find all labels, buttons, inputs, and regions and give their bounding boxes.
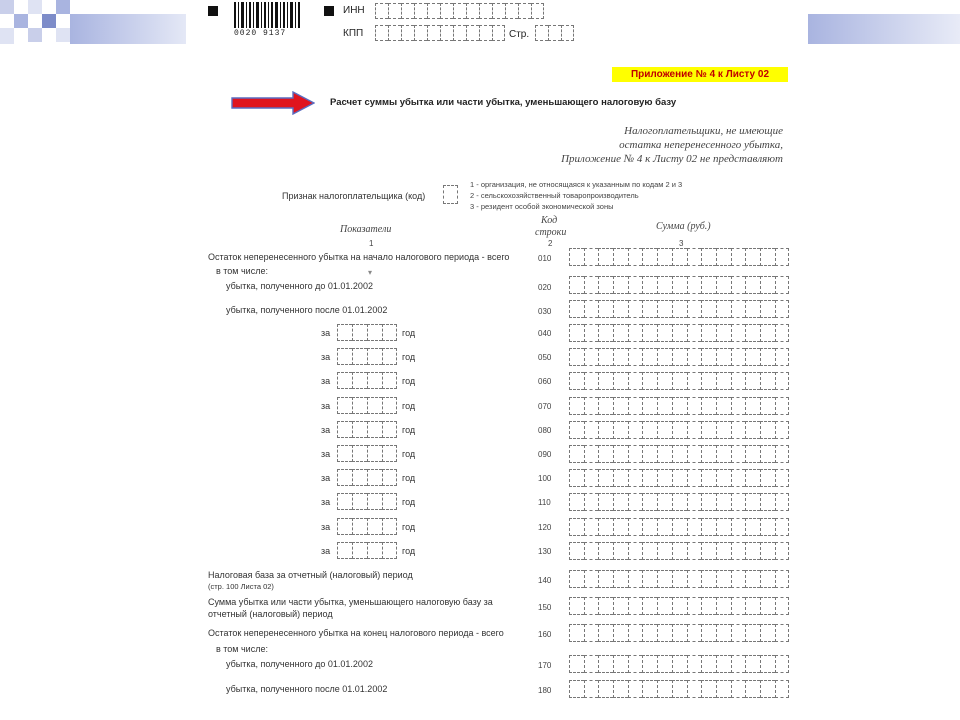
year-row-za-label: за xyxy=(321,352,331,362)
year-row-za-label: за xyxy=(321,425,331,435)
row-code: 030 xyxy=(538,307,552,316)
year-field-060[interactable] xyxy=(337,372,397,389)
sum-field-170[interactable] xyxy=(569,655,789,673)
taxpayer-sign-label: Признак налогоплательщика (код) xyxy=(282,191,426,201)
page-number-field[interactable] xyxy=(535,25,574,41)
row-label: Сумма убытка или части убытка, уменьшающего налоговую базу за xyxy=(208,597,493,607)
sum-field-160[interactable] xyxy=(569,624,789,642)
row-label: Остаток неперенесенного убытка на начало налогового периода - всего xyxy=(208,252,510,262)
column-header-sum: Сумма (руб.) xyxy=(656,221,711,232)
sum-field-150[interactable] xyxy=(569,597,789,615)
row-code: 040 xyxy=(538,329,552,338)
row-code: 020 xyxy=(538,283,552,292)
sum-field-110[interactable] xyxy=(569,493,789,511)
column-number: 3 xyxy=(679,239,684,248)
note-line: Приложение № 4 к Листу 02 не представляют xyxy=(561,153,783,165)
row-code: 120 xyxy=(538,523,552,532)
row-label: в том числе: xyxy=(216,266,268,276)
row-code: 100 xyxy=(538,474,552,483)
kpp-field[interactable] xyxy=(375,25,505,41)
year-row-za-label: за xyxy=(321,449,331,459)
row-code: 090 xyxy=(538,450,552,459)
year-row-god-label: год xyxy=(402,376,416,386)
column-number: 1 xyxy=(369,239,374,248)
sum-field-030[interactable] xyxy=(569,300,789,318)
year-field-130[interactable] xyxy=(337,542,397,559)
row-label: убытка, полученного до 01.01.2002 xyxy=(226,659,373,669)
taxpayer-code-field[interactable] xyxy=(443,185,458,204)
year-row-za-label: за xyxy=(321,328,331,338)
sum-field-080[interactable] xyxy=(569,421,789,439)
year-row-god-label: год xyxy=(402,473,416,483)
note-line: Налогоплательщики, не имеющие xyxy=(624,125,783,137)
row-code: 060 xyxy=(538,377,552,386)
year-row-god-label: год xyxy=(402,497,416,507)
barcode-number: 0020 9137 xyxy=(234,29,287,38)
row-code: 080 xyxy=(538,426,552,435)
row-code: 110 xyxy=(538,498,551,507)
year-field-040[interactable] xyxy=(337,324,397,341)
sum-field-100[interactable] xyxy=(569,469,789,487)
year-row-god-label: год xyxy=(402,425,416,435)
year-field-090[interactable] xyxy=(337,445,397,462)
inn-field[interactable] xyxy=(375,3,544,19)
row-code: 170 xyxy=(538,661,552,670)
column-header-code: Код xyxy=(541,215,558,226)
sum-field-070[interactable] xyxy=(569,397,789,415)
column-header-code: строки xyxy=(535,227,567,238)
appendix-label: Приложение № 4 к Листу 02 xyxy=(612,67,788,82)
form-title: Расчет суммы убытка или части убытка, уменьшающего налоговую базу xyxy=(330,97,677,108)
year-field-120[interactable] xyxy=(337,518,397,535)
year-row-god-label: год xyxy=(402,449,416,459)
year-row-god-label: год xyxy=(402,328,416,338)
row-label: Остаток неперенесенного убытка на конец налогового периода - всего xyxy=(208,628,504,638)
row-sublabel: (стр. 100 Листа 02) xyxy=(208,582,274,591)
kpp-label: КПП xyxy=(343,28,364,39)
year-row-za-label: за xyxy=(321,473,331,483)
year-field-100[interactable] xyxy=(337,469,397,486)
year-row-za-label: за xyxy=(321,376,331,386)
year-row-god-label: год xyxy=(402,401,416,411)
sum-field-090[interactable] xyxy=(569,445,789,463)
sum-field-140[interactable] xyxy=(569,570,789,588)
year-row-god-label: год xyxy=(402,522,416,532)
row-code: 050 xyxy=(538,353,552,362)
row-code: 150 xyxy=(538,603,552,612)
row-label: убытка, полученного после 01.01.2002 xyxy=(226,684,388,694)
registration-mark xyxy=(324,6,334,16)
slide-decoration-band xyxy=(808,14,960,44)
page-label: Стр. xyxy=(509,29,530,40)
taxpayer-option: 2 - сельскохозяйственный товаропроизводитель xyxy=(470,191,639,200)
sum-field-010[interactable] xyxy=(569,248,789,266)
column-number: 2 xyxy=(548,239,553,248)
registration-mark xyxy=(208,6,218,16)
sum-field-120[interactable] xyxy=(569,518,789,536)
year-row-za-label: за xyxy=(321,546,331,556)
sum-field-180[interactable] xyxy=(569,680,789,698)
row-label: убытка, полученного до 01.01.2002 xyxy=(226,281,373,291)
sum-field-040[interactable] xyxy=(569,324,789,342)
column-header-indicators: Показатели xyxy=(340,224,392,235)
sum-field-020[interactable] xyxy=(569,276,789,294)
row-code: 180 xyxy=(538,686,552,695)
barcode xyxy=(234,2,300,28)
row-code: 010 xyxy=(538,254,552,263)
taxpayer-option: 3 - резидент особой экономической зоны xyxy=(470,202,614,211)
row-label: в том числе: xyxy=(216,644,268,654)
row-code: 160 xyxy=(538,630,552,639)
year-row-god-label: год xyxy=(402,352,416,362)
year-row-za-label: за xyxy=(321,497,331,507)
year-field-110[interactable] xyxy=(337,493,397,510)
row-code: 140 xyxy=(538,576,552,585)
scan-mark: ▾ xyxy=(368,268,373,277)
inn-label: ИНН xyxy=(343,5,365,16)
row-label: Налоговая база за отчетный (налоговый) период xyxy=(208,570,413,580)
row-label: убытка, полученного после 01.01.2002 xyxy=(226,305,388,315)
sum-field-060[interactable] xyxy=(569,372,789,390)
year-field-070[interactable] xyxy=(337,397,397,414)
year-row-god-label: год xyxy=(402,546,416,556)
sum-field-050[interactable] xyxy=(569,348,789,366)
year-row-za-label: за xyxy=(321,401,331,411)
note-line: остатка неперенесенного убытка, xyxy=(619,139,783,151)
row-code: 070 xyxy=(538,402,552,411)
taxpayer-option: 1 - организация, не относящаяся к указанным по кодам 2 и 3 xyxy=(470,180,683,189)
year-row-za-label: за xyxy=(321,522,331,532)
red-arrow-icon xyxy=(231,91,315,115)
year-field-050[interactable] xyxy=(337,348,397,365)
row-code: 130 xyxy=(538,547,552,556)
sum-field-130[interactable] xyxy=(569,542,789,560)
row-sublabel: отчетный (налоговый) период xyxy=(208,609,333,619)
year-field-080[interactable] xyxy=(337,421,397,438)
